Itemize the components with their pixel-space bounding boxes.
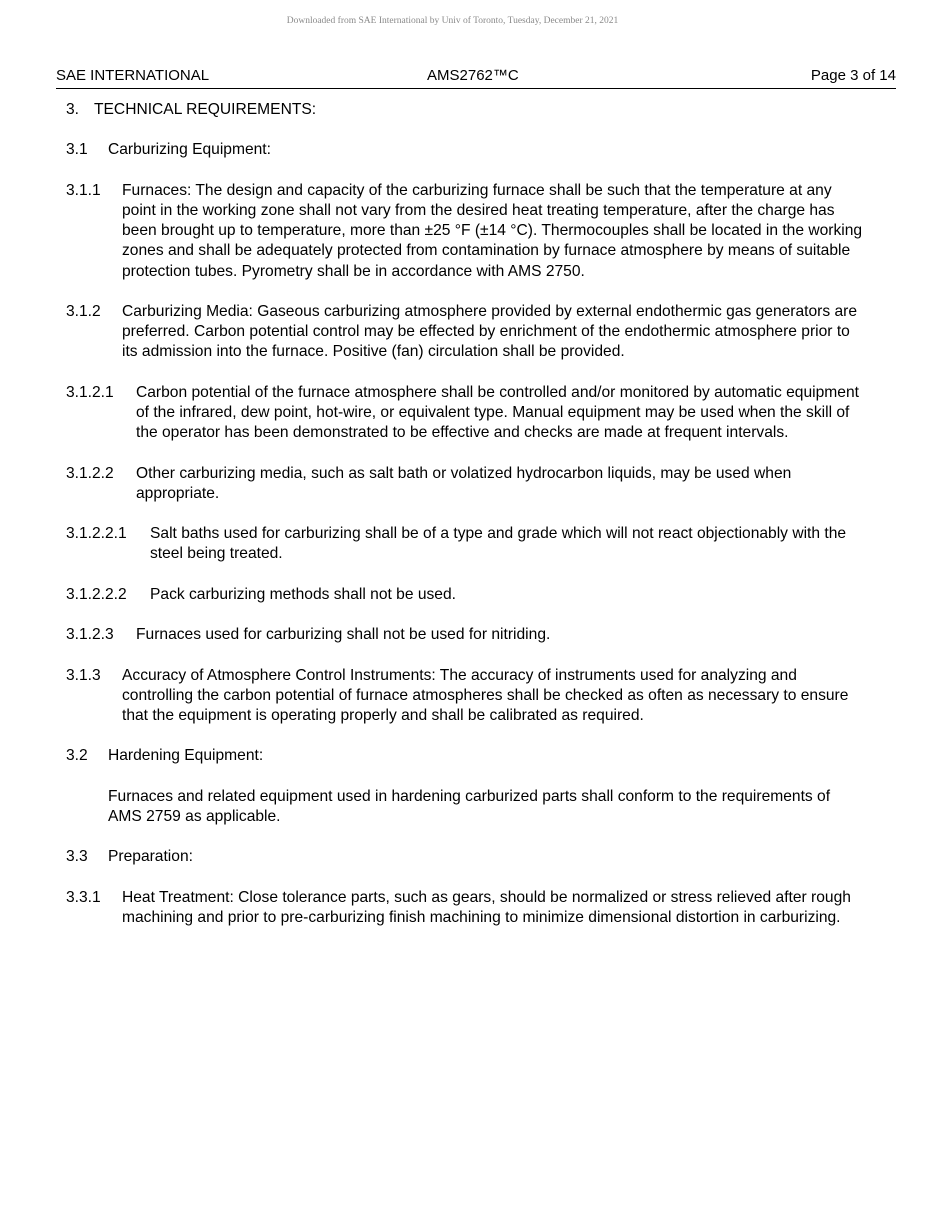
section-number: 3.1.2.2.2 (66, 585, 127, 603)
running-header (56, 66, 896, 89)
section-3-1-3 (66, 666, 866, 727)
header-document-id: AMS2762™C (427, 67, 519, 84)
section-text: Carburizing Media: Gaseous carburizing atmosphere provided by external endothermic gas generators are preferred. Carbon potential control may be effected by enrichment of the endothermic atmosphere prior to its admission into the furnace. Positive (fan) circulation shall be provided. (122, 302, 858, 361)
section-3 (66, 100, 866, 120)
section-number: 3.3.1 (66, 888, 101, 906)
section-text: Furnaces used for carburizing shall not be used for nitriding. (136, 626, 551, 644)
section-heading: Carburizing Equipment: (108, 141, 271, 159)
section-3-1-2-3 (66, 625, 866, 645)
section-heading: TECHNICAL REQUIREMENTS: (94, 101, 317, 118)
section-3-2 (66, 746, 866, 766)
section-number: 3.1.2.3 (66, 626, 114, 644)
section-number: 3.1.3 (66, 666, 101, 684)
section-text: Carbon potential of the furnace atmosphere shall be controlled and/or monitored by automatic equipment of the infrared, dew point, hot-wire, or equivalent type. Manual equipment may be used when the skill of the operator has been demonstrated to be effective and checks are made at frequent intervals. (136, 383, 859, 442)
section-3-1-2 (66, 302, 866, 363)
section-text: Pack carburizing methods shall not be used. (150, 585, 456, 603)
section-heading: Preparation: (108, 848, 193, 866)
section-3-1-2-1 (66, 383, 866, 444)
section-number: 3.1.2.1 (66, 383, 114, 401)
document-body (66, 100, 866, 948)
section-3-1-2-2 (66, 464, 866, 504)
section-3-1-1 (66, 181, 866, 282)
section-number: 3.1.1 (66, 181, 101, 199)
section-number: 3.2 (66, 747, 88, 765)
section-number: 3.1.2.2.1 (66, 525, 127, 543)
section-number: 3.1 (66, 141, 88, 159)
section-3-1-2-2-1 (66, 524, 866, 564)
section-3-1 (66, 140, 866, 160)
section-3-1-2-2-2 (66, 585, 866, 605)
section-text: Other carburizing media, such as salt bath or volatized hydrocarbon liquids, may be used when appropriate. (136, 464, 792, 502)
section-text: Accuracy of Atmosphere Control Instruments: The accuracy of instruments used for analyzing and controlling the carbon potential of furnace atmospheres shall be checked as often as necessary to ensure that the equipment is operating properly and shall be calibrated as required. (122, 666, 849, 724)
download-notice: Downloaded from SAE International by Univ of Toronto, Tuesday, December 21, 2021 (286, 16, 619, 26)
header-organization: SAE INTERNATIONAL (56, 67, 210, 84)
section-text: Salt baths used for carburizing shall be of a type and grade which will not react objectionably with the steel being treated. (150, 525, 847, 563)
section-number: 3. (66, 101, 80, 118)
section-3-3 (66, 847, 866, 867)
section-number: 3.1.2.2 (66, 464, 114, 482)
section-3-2-body (66, 787, 866, 827)
section-number: 3.3 (66, 848, 88, 866)
section-number: 3.1.2 (66, 302, 101, 320)
header-page-number: Page 3 of 14 (810, 67, 896, 84)
section-3-3-1 (66, 888, 866, 928)
section-text: Heat Treatment: Close tolerance parts, such as gears, should be normalized or stress relieved after rough machining and prior to pre-carburizing finish machining to minimize dimensional distortion in carburizing. (122, 888, 851, 926)
section-text: Furnaces: The design and capacity of the carburizing furnace shall be such that the temperature at any point in the working zone shall not vary from the desired heat treating temperature, after the charge has been brought up to temperature, more than ±25 °F (±14 °C). Thermocouples shall be located in the working zones and shall be adequately protected from contamination by furnace atmosphere by means of suitable protection tubes. Pyrometry shall be in accordance with AMS 2750. (122, 181, 863, 280)
section-text: Furnaces and related equipment used in hardening carburized parts shall conform to the requirements of AMS 2759 as applicable. (108, 787, 831, 825)
section-heading: Hardening Equipment: (108, 747, 264, 765)
